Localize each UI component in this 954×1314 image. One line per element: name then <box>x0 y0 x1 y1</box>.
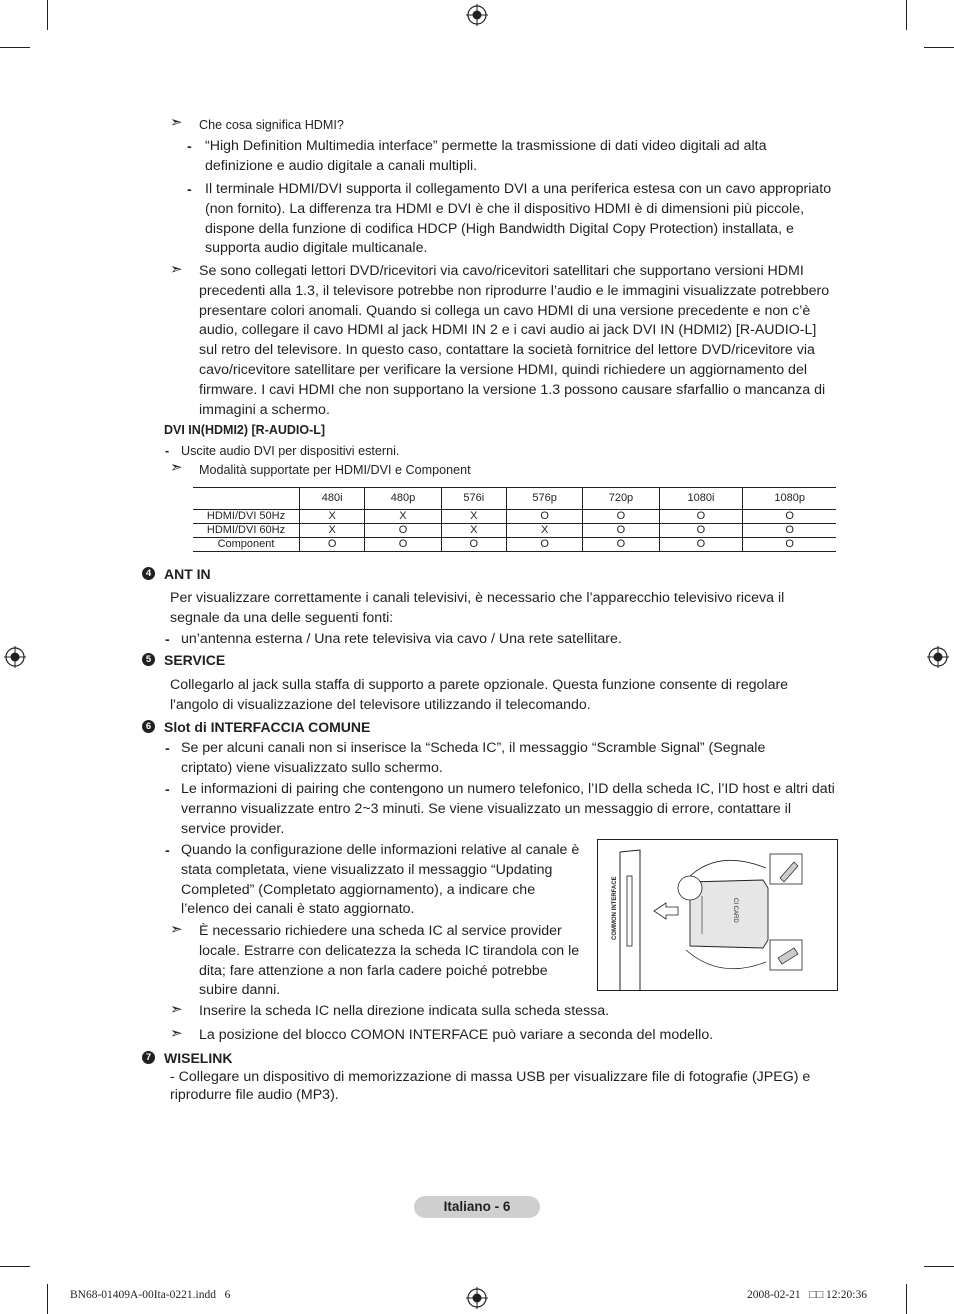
note-arrow-icon: ➣ <box>170 114 183 131</box>
dvi-heading: DVI IN(HDMI2) [R-AUDIO-L] <box>164 423 326 437</box>
supported-modes-table <box>193 487 836 552</box>
bullet-dash: - <box>165 781 170 797</box>
ci-card-illustration <box>597 839 838 991</box>
table-header-cell: 576p <box>506 488 582 510</box>
bullet-dash: - <box>165 444 170 458</box>
table-cell: O <box>659 510 743 524</box>
wiselink-text: - Collegare un dispositivo di memorizzazione di massa USB per visualizzare file di fotografie (JPEG) e riprodurre file audio (MP3). <box>170 1069 811 1103</box>
modes-note: Modalità supportate per HDMI/DVI e Component <box>199 463 471 477</box>
table-header-cell: 720p <box>583 488 659 510</box>
table-corner-cell <box>193 488 300 510</box>
dvi-bullet: Uscite audio DVI per dispositivi esterni. <box>181 444 400 458</box>
table-header-row <box>193 488 836 510</box>
table-header-cell: 480i <box>300 488 365 510</box>
table-cell: O <box>300 538 365 552</box>
table-cell: X <box>506 524 582 538</box>
crop-mark <box>924 47 954 48</box>
table-header-cell: 480p <box>365 488 441 510</box>
table-cell: O <box>583 524 659 538</box>
ci-note-3: La posizione del blocco COMON INTERFACE può variare a seconda del modello. <box>199 1027 714 1043</box>
section-number-badge: 7 <box>142 1051 155 1064</box>
crop-mark <box>0 1266 30 1267</box>
registration-mark-icon <box>4 646 26 668</box>
crop-mark <box>47 1284 48 1314</box>
hdmi-question: Che cosa significa HDMI? <box>199 118 344 132</box>
table-row <box>193 524 836 538</box>
hdmi-note: Se sono collegati lettori DVD/ricevitori via cavo/ricevitori satellitari che supportano versioni HDMI precedenti alla 1.3, il televisore potrebbe non riprodurre l’audio e le immagini visualizzate potrebbero presentare colori anomali. Quando si collega un cavo HDMI di una versione precedente e non c’è audio, collegare il cavo HDMI al jack HDMI IN 2 e i cavi audio ai jack DVI IN (HDMI2) [R-AUDIO-L] sul retro del televisore. In questo caso, contattare la società fornitrice del lettore DVD/ricevitore via cavo/ricevitore satellitare per verificare la versione HDMI, quindi richiedere un aggiornamento del firmware. I cavi HDMI che non supportano la versione 1.3 possono causare sfarfallio o mancanza di immagini a schermo. <box>199 263 830 418</box>
note-arrow-icon: ➣ <box>170 459 183 476</box>
table-cell: O <box>365 538 441 552</box>
ant-in-text: Per visualizzare correttamente i canali televisivi, è necessario che l’apparecchio televisivo riceva il segnale da una delle seguenti fonti: <box>170 590 785 626</box>
table-cell: X <box>300 510 365 524</box>
ci-heading: Slot di INTERFACCIA COMUNE <box>164 719 371 735</box>
table-cell: O <box>659 524 743 538</box>
table-cell: O <box>743 538 836 552</box>
table-cell: O <box>365 524 441 538</box>
bullet-dash: - <box>165 740 170 756</box>
note-arrow-icon: ➣ <box>170 1001 183 1018</box>
ci-bullet-1: Se per alcuni canali non si inserisce la “Scheda IC”, il messaggio “Scramble Signal” (Segnale criptato) viene visualizzato sullo schermo. <box>181 740 766 776</box>
footer-file-info: BN68-01409A-00Ita-0221.indd 6 <box>70 1289 231 1301</box>
note-arrow-icon: ➣ <box>170 1025 183 1042</box>
section-number-badge: 4 <box>142 567 155 580</box>
service-heading: SERVICE <box>164 652 226 668</box>
bullet-dash: - <box>187 138 192 154</box>
table-cell: X <box>441 524 506 538</box>
registration-mark-icon <box>466 1287 488 1309</box>
table-cell: O <box>583 538 659 552</box>
wiselink-heading: WISELINK <box>164 1050 233 1066</box>
bullet-dash: - <box>187 181 192 197</box>
table-row-label: Component <box>193 538 300 552</box>
section-number-badge: 5 <box>142 653 155 666</box>
ant-in-bullet: un’antenna esterna / Una rete televisiva via cavo / Una rete satellitare. <box>181 631 622 647</box>
table-cell: O <box>743 510 836 524</box>
table-cell: X <box>365 510 441 524</box>
ci-bullet-2: Le informazioni di pairing che contengono un numero telefonico, l’ID della scheda IC, l’ID host e altri dati verranno visualizzate entro 2~3 minuti. Se viene visualizzato un messaggio di errore, contattare il service provider. <box>181 781 835 837</box>
figure-card-label: CI CARD <box>732 898 738 923</box>
note-arrow-icon: ➣ <box>170 921 183 938</box>
bullet-dash: - <box>165 842 170 858</box>
footer-date-info: 2008-02-21 □□ 12:20:36 <box>747 1289 867 1301</box>
table-cell: O <box>506 538 582 552</box>
ci-note-1: È necessario richiedere una scheda IC al service provider locale. Estrarre con delicatezza la scheda IC tirandola con le dita; fare attenzione a non farla cadere poiché potrebbe subire danni. <box>199 923 580 999</box>
crop-mark <box>47 0 48 30</box>
table-cell: O <box>743 524 836 538</box>
hdmi-bullet-2: Il terminale HDMI/DVI supporta il collegamento DVI a una periferica estesa con un cavo appropriato (non fornito). La differenza tra HDMI e DVI è che il dispositivo HDMI è di dimensioni più piccole, dispone della funzione di codifica HDCP (High Bandwidth Digital Copy Protection) installata, e supporta audio digitale multicanale. <box>205 181 832 257</box>
table-header-cell: 1080i <box>659 488 743 510</box>
page-number-badge: Italiano - 6 <box>414 1196 540 1218</box>
table-row-label: HDMI/DVI 60Hz <box>193 524 300 538</box>
crop-mark <box>906 0 907 30</box>
table-cell: O <box>583 510 659 524</box>
service-text: Collegarlo al jack sulla staffa di supporto a parete opzionale. Questa funzione consente di regolare l'angolo di visualizzazione del televisore utilizzando il telecomando. <box>170 677 789 713</box>
figure-slot-label: COMMON INTERFACE <box>612 876 618 940</box>
ant-in-heading: ANT IN <box>164 566 211 582</box>
table-cell: X <box>300 524 365 538</box>
registration-mark-icon <box>466 4 488 26</box>
table-row <box>193 510 836 524</box>
crop-mark <box>924 1266 954 1267</box>
ci-note-2: Inserire la scheda IC nella direzione indicata sulla scheda stessa. <box>199 1003 610 1019</box>
table-cell: O <box>659 538 743 552</box>
ci-card-drawing <box>598 840 837 990</box>
bullet-dash: - <box>165 631 170 647</box>
crop-mark <box>906 1284 907 1314</box>
hdmi-bullet-1: “High Definition Multimedia interface” permette la trasmissione di dati video digitali ad alta definizione e audio digitale a canali multipli. <box>205 138 767 174</box>
table-header-cell: 1080p <box>743 488 836 510</box>
table-cell: X <box>441 510 506 524</box>
table-row-label: HDMI/DVI 50Hz <box>193 510 300 524</box>
table-row <box>193 538 836 552</box>
registration-mark-icon <box>927 646 949 668</box>
table-cell: O <box>506 510 582 524</box>
section-number-badge: 6 <box>142 720 155 733</box>
note-arrow-icon: ➣ <box>170 261 183 278</box>
ci-bullet-3: Quando la configurazione delle informazioni relative al canale è stata completata, viene visualizzato il messaggio “Updating Completed” (Completato aggiornamento), a indicare che l’elenco dei canali è stato aggiornato. <box>181 842 580 918</box>
table-header-cell: 576i <box>441 488 506 510</box>
table-cell: O <box>441 538 506 552</box>
crop-mark <box>0 47 30 48</box>
